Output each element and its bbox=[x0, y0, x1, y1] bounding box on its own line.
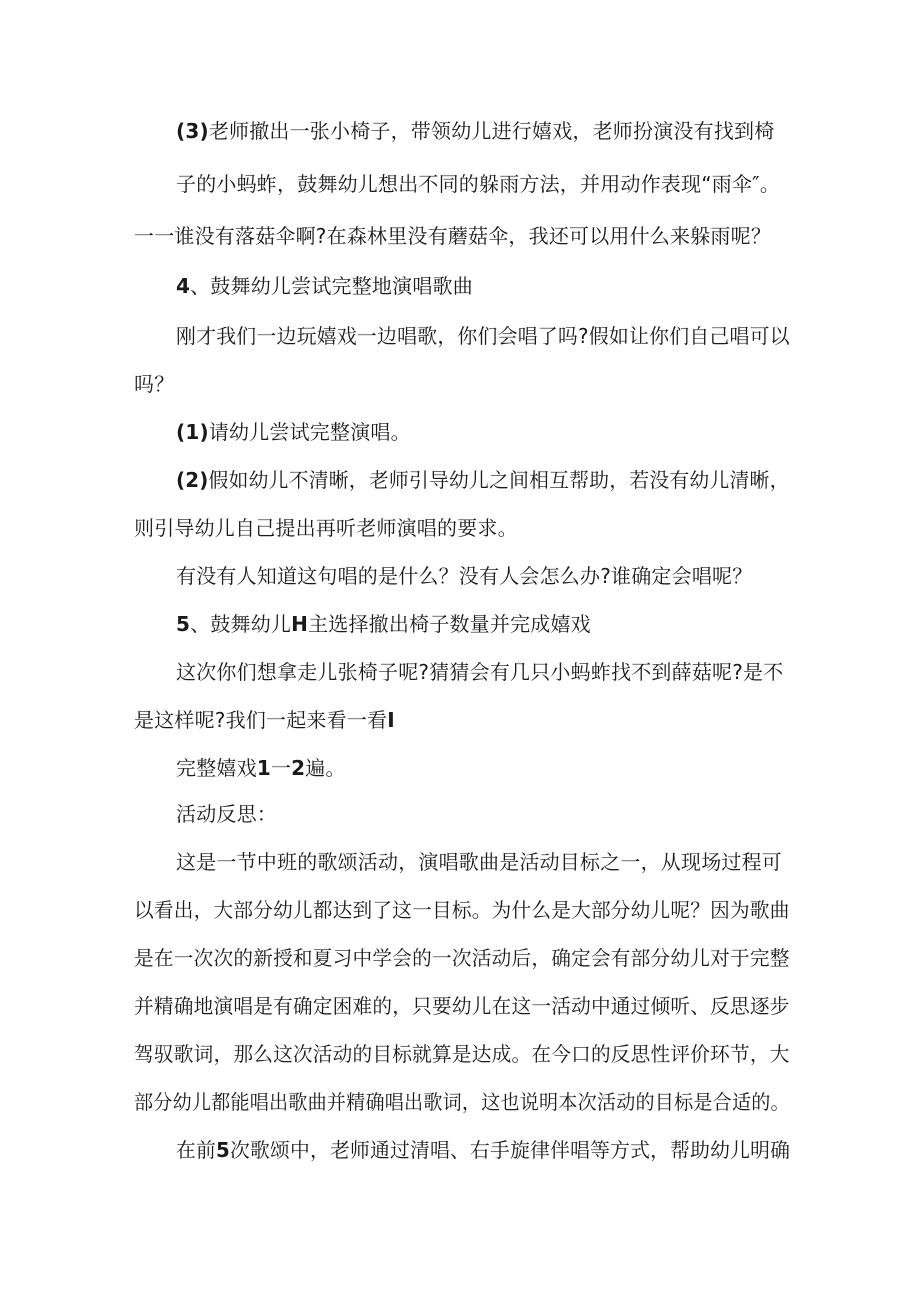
paragraph-line: 则引导幼儿自己提出再听老师演唱的要求。 bbox=[134, 516, 518, 540]
section-heading: 4、鼓舞幼儿尝试完整地演唱歌曲 bbox=[176, 274, 473, 298]
paragraph-line: 是这样呢?我们一起来看一看I bbox=[134, 708, 395, 732]
paragraph-line: 活动反思： bbox=[176, 802, 277, 826]
paragraph-line: 驾驭歌词，那么这次活动的目标就算是达成。在今口的反思性评价环节，大 bbox=[134, 1042, 790, 1066]
paragraph-line: 并精确地演唱是有确定困难的，只要幼儿在这一活动中通过倾听、反思逐步 bbox=[134, 994, 790, 1018]
paragraph-line: 一一谁没有落菇伞啊?在森林里没有蘑菇伞，我还可以用什么来躲雨呢？ bbox=[134, 224, 772, 248]
paragraph-line: 以看出，大部分幼儿都达到了这一目标。为什么是大部分幼儿呢？因为歌曲 bbox=[134, 898, 790, 922]
paragraph-line: 刚才我们一边玩嬉戏一边唱歌，你们会唱了吗?假如让你们自己唱可以 bbox=[176, 324, 790, 348]
paragraph-line: (1)请幼儿尝试完整演唱。 bbox=[176, 420, 411, 444]
paragraph-line: (3)老师撤出一张小椅子，带领幼儿进行嬉戏，老师扮演没有找到椅 bbox=[176, 119, 775, 143]
section-heading: 5、鼓舞幼儿H主选择撤出椅子数量并完成嬉戏 bbox=[176, 612, 591, 636]
paragraph-line: 是在一次次的新授和夏习中学会的一次活动后，确定会有部分幼儿对于完整 bbox=[134, 946, 790, 970]
paragraph-line: 这次你们想拿走儿张椅子呢?猜猜会有几只小蚂蚱找不到薛菇呢?是不 bbox=[176, 660, 784, 684]
paragraph-line: 有没有人知道这句唱的是什么？没有人会怎么办?谁确定会唱呢？ bbox=[176, 564, 753, 588]
paragraph-line: 吗？ bbox=[134, 372, 175, 396]
paragraph-line: 完整嬉戏1一2遍。 bbox=[176, 756, 346, 780]
paragraph-line: 部分幼儿都能唱出歌曲并精确唱出歌词，这也说明本次活动的目标是合适的。 bbox=[134, 1090, 790, 1114]
paragraph-line: 在前5次歌颂中，老师通过清唱、右手旋律伴唱等方式，帮助幼儿明确 bbox=[176, 1138, 791, 1162]
paragraph-line: 这是一节中班的歌颂活动，演唱歌曲是活动目标之一，从现场过程可 bbox=[176, 850, 782, 874]
paragraph-line: (2)假如幼儿不清晰，老师引导幼儿之间相互帮助，若没有幼儿清晰， bbox=[176, 468, 790, 492]
paragraph-line: 子的小蚂蚱，鼓舞幼儿想出不同的躲雨方法，并用动作表现“雨伞″。 bbox=[176, 172, 781, 196]
